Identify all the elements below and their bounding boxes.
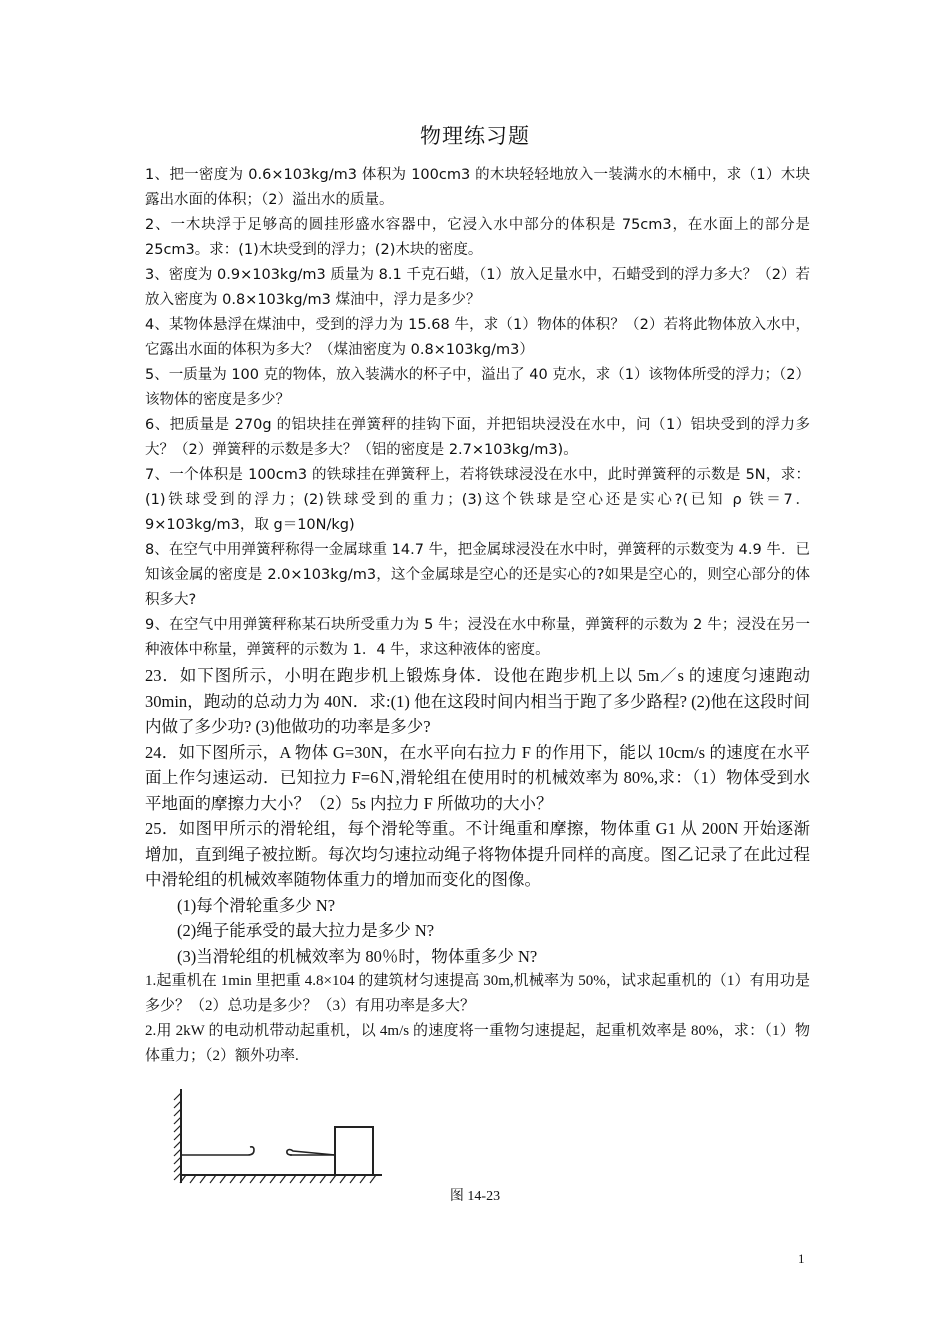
sub-question-3: (3)当滑轮组的机械效率为 80％时，物体重多少 N? [177,946,538,966]
figure-caption: 图 14-23 [449,1189,501,1204]
crane-problem-1: 1.起重机在 1min 里把重 4.8×104 的建筑材匀速提高 30m,机械率为 50%，试求起重机的（1）有用功是多少？（2）总功是多少？（3）有用功率是多大？ [145,973,810,1014]
problem-4: 4、某物体悬浮在煤油中，受到的浮力为 15.68 牛，求（1）物体的体积？（2）若将此物体放入水中，它露出水面的体积为多大？（煤油密度为 0.8×103kg/m3） [145,317,810,358]
spring-left-hook [181,1147,254,1155]
crane-problem-2: 2.用 2kW 的电动机带动起重机，以 4m/s 的速度将一重物匀速提起，起重机效率是 80%，求：（1）物体重力；（2）额外功率. [145,1023,810,1064]
problem-25: 25．如图甲所示的滑轮组，每个滑轮等重。不计绳重和摩擦，物体重 G1 从 200N 开始逐渐增加，直到绳子被拉断。每次均匀速拉动绳子将物体提升同样的高度。图乙记录了在此过程中滑轮组的机械效率随物体重力的增加而变化的图像。 [145,819,810,889]
crane-problems [145,969,810,1069]
buoyancy-problems [145,163,810,663]
work-power-problems [145,663,810,969]
floor-hatching [180,1175,376,1183]
sub-question-1: (1)每个滑轮重多少 N? [177,895,336,915]
problem-5: 5、一质量为 100 克的物体，放入装满水的杯子中，溢出了 40 克水，求（1）该物体所受的浮力；（2）该物体的密度是多少？ [145,367,810,408]
problem-2: 2、一木块浮于足够高的圆挂形盛水容器中，它浸入水中部分的体积是 75cm3，在水面上的部分是 25cm3。求：(1)木块受到的浮力；(2)木块的密度。 [145,217,810,258]
problem-1: 1、把一密度为 0.6×103kg/m3 体积为 100cm3 的木块轻轻地放入一装满水的木桶中，求（1）木块露出水面的体积；（2）溢出水的质量。 [145,167,810,208]
figure-14-23 [172,1085,388,1195]
problem-7: 7、一个体积是 100cm3 的铁球挂在弹簧秤上，若将铁球浸没在水中，此时弹簧秤的示数是 5N，求：(1)铁球受到的浮力；(2)铁球受到的重力；(3)这个铁球是空心还是实心?(已知 ρ 铁＝7．9×103kg/m3，取 g＝10N/kg) [145,467,810,533]
problem-8: 8、在空气中用弹簧秤称得一金属球重 14.7 牛，把金属球浸没在水中时，弹簧秤的示数变为 4.9 牛．已知该金属的密度是 2.0×103kg/m3，这个金属球是空心的还是实心的?如果是空心的，则空心部分的体积多大? [145,542,810,608]
problem-6: 6、把质量是 270g 的铝块挂在弹簧秤的挂钩下面，并把铝块浸没在水中，问（1）铝块受到的浮力多大？（2）弹簧秤的示数是多大？（铝的密度是 2.7×103kg/m3)。 [145,417,810,458]
block [335,1127,373,1175]
page-title: 物理练习题 [420,124,530,148]
problem-9: 9、在空气中用弹簧秤称某石块所受重力为 5 牛；浸没在水中称量，弹簧秤的示数为 2 牛；浸没在另一种液体中称量，弹簧秤的示数为 1．4 牛，求这种液体的密度。 [145,617,810,658]
problem-24: 24．如下图所示，A 物体 G=30N，在水平向右拉力 F 的作用下，能以 10cm/s 的速度在水平面上作匀速运动．已知拉力 F=6Ｎ,滑轮组在使用时的机械效率为 80%,求：（1）物体受到水平地面的摩擦力大小？（2）5s 内拉力 F 所做功的大小？ [145,742,810,813]
spring-right-hook [287,1150,335,1156]
page-number: 1 [798,1251,805,1266]
problem-3: 3、密度为 0.9×103kg/m3 质量为 8.1 千克石蜡，（1）放入足量水中，石蜡受到的浮力多大？（2）若放入密度为 0.8×103kg/m3 煤油中，浮力是多少？ [145,267,810,308]
document-body [145,163,810,1069]
wall-hatching [174,1093,181,1180]
wall-block-diagram [172,1085,388,1195]
problem-23: 23．如下图所示，小明在跑步机上锻炼身体．设他在跑步机上以 5m／s 的速度匀速跑动 30min，跑动的总动力为 40N．求:(1) 他在这段时间内相当于跑了多少路程? (2)他在这段时间内做了多少功? (3)他做功的功率是多少? [145,666,810,736]
sub-question-2: (2)绳子能承受的最大拉力是多少 N? [177,921,435,940]
